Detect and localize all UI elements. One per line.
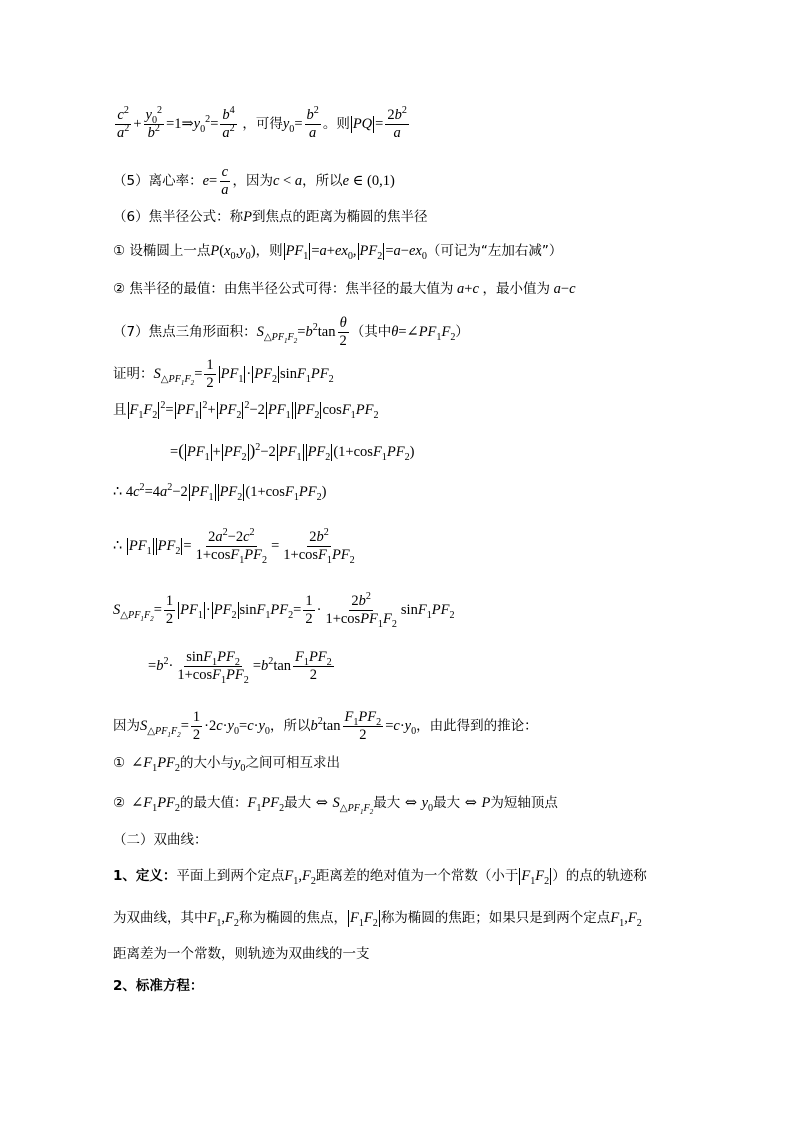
text: ① 设椭圆上一点 xyxy=(113,242,211,259)
text: 且 xyxy=(113,401,127,418)
formula: a−c xyxy=(550,281,576,297)
ellipse-y0-derivation xyxy=(113,105,411,142)
formula: a+c xyxy=(453,281,483,297)
text: 最大 xyxy=(373,795,401,811)
proof-line-7 xyxy=(148,649,336,687)
proof-line-2 xyxy=(113,402,379,419)
formula: $S_{\triangle PF_1F_2}=$ $\frac{1}{2}$ $PF_1 \cdot PF_2$ $\sin F_1PF_2=$ $\frac{1}{2}$ · $\frac{2b^2}{1+cosPF_1F_2}$ $\sin F_1PF_2$ xyxy=(113,591,455,631)
formula: ∴ $4c^2=4a^2-2$ $PF_1$ $PF_2$ $(1+\cos F_1PF_2)$ xyxy=(113,482,327,503)
eccentricity-line xyxy=(113,165,395,198)
text: ，因为 xyxy=(232,173,273,190)
hyperbola-definition-line-1: 1、定义：平面上到两个定点$F_1,F_2$距离差的绝对值为一个常数（小于 $F_1F_2$ ）的点的轨迹称 xyxy=(113,867,647,887)
text: ，所以 xyxy=(302,173,343,190)
corollary-1: ① $\angle F_1PF_2$的大小与$y_0$之间可相互求出 xyxy=(113,755,340,774)
proof-line-3 xyxy=(170,442,414,461)
focal-triangle-label: （7）焦点三角形面积： xyxy=(113,324,257,341)
formula: $\angle F_1PF_2$ xyxy=(131,755,180,774)
proof-label: 证明： xyxy=(113,366,154,383)
formula: $F_1F_2^2= PF_1^2+ PF_2^2-2$ $PF_1$ $PF_2$ $\cos F_1PF_2$ xyxy=(129,400,379,421)
text: 的最大值： xyxy=(179,795,248,811)
text: ，则 xyxy=(255,242,283,259)
formula: $S_{\triangle PF_1F_2}=$ $\frac{1}{2}$ $PF_1 \cdot PF_2$ $\sin F_1PF_2$ xyxy=(153,357,334,392)
text: ） xyxy=(455,324,469,341)
text: 称为椭圆的焦点， xyxy=(238,909,347,926)
text: ② 焦半径的最值：由焦半径公式可得：焦半径的最大值为 xyxy=(113,281,454,297)
eccentricity-label: （5）离心率： xyxy=(113,173,203,190)
proof-line-4 xyxy=(113,484,327,501)
hyperbola-definition-line-2: 为双曲线，其中$F_1,F_2$称为椭圆的焦点， $F_1F_2$ 称为椭圆的焦距；如果只是到两个定点$F_1,F_2$ xyxy=(113,909,642,929)
text: 因为 xyxy=(113,718,140,735)
text: 距离差的绝对值为一个常数（小于 xyxy=(315,867,519,884)
text: 称为椭圆的焦距；如果只是到两个定点 xyxy=(380,909,611,926)
formula: $P(x_0,y_0)$ xyxy=(210,242,256,262)
formula: $\angle F_1PF_2$ xyxy=(131,795,180,814)
definition-label: 1、定义： xyxy=(113,867,177,884)
text: ① xyxy=(113,755,126,771)
text: 之间可相互求出 xyxy=(245,755,340,771)
formula: $=b^2\cdot$ $\frac{\sin F_1PF_2}{1+\cos F_1PF_2}$ $=b^2\tan$ $\frac{F_1PF_2}{2}$ xyxy=(148,649,332,687)
text: 为双曲线，其中 xyxy=(113,909,208,926)
text: ② xyxy=(113,795,126,811)
text: ，由此得到的推论： xyxy=(416,718,538,735)
formula: $\frac{c^2}{a^2}$ + $\frac{y_0^2}{b^2}$ $=1\Rightarrow y_0^2=$ $\frac{b^4}{a^2}$ xyxy=(117,105,235,142)
text: 的大小与 xyxy=(179,755,234,771)
text: 。则 xyxy=(322,116,350,133)
formula: PQ = $\frac{2b^2}{a}$ xyxy=(352,105,407,142)
proof-line-1 xyxy=(113,358,334,391)
text: 为短轴顶点 xyxy=(490,795,558,811)
standard-equation-label: 2、标准方程： xyxy=(113,978,204,994)
formula: =( $PF_1 + PF_2$ )$^2$−2 $PF_1$ $PF_2$ $(1+\cos F_1PF_2)$ xyxy=(170,441,415,463)
text: （其中 xyxy=(350,324,392,341)
focal-radius-heading: （6）焦半径公式：称P到焦点的距离为椭圆的焦半径 xyxy=(113,209,428,225)
hyperbola-definition-line-3: 距离差为一个常数，则轨迹为双曲线的一支 xyxy=(113,946,370,962)
formula: ∴ $PF_1$ $PF_2$ = $\frac{2a^2-2c^2}{1+\cos F_1PF_2}$ = $\frac{2b^2}{1+\cos F_1PF_2}$ xyxy=(113,527,355,567)
corollary-2: ② $\angle F_1PF_2$的最大值：$F_1PF_2$最大 ⇔ $S_{\triangle PF_1F_2}$最大 ⇔ $y_0$最大 ⇔ P为短轴顶点 xyxy=(113,795,558,816)
proof-line-6 xyxy=(113,591,455,631)
formula: $PF_1 =a+ex_0$, $PF_2 =a-ex_0$ xyxy=(285,242,427,262)
formula: $S_{\triangle PF_1F_2}=$ $\frac{1}{2}$ $\cdot 2c\cdot y_0=c\cdot y_0$ xyxy=(140,709,270,744)
formula: $y_0=$ $\frac{b^2}{a}$ xyxy=(282,105,319,142)
formula: c < a xyxy=(272,173,303,190)
text: ）的点的轨迹称 xyxy=(552,867,647,884)
focal-radius-item-1 xyxy=(113,243,562,260)
text: ，所以 xyxy=(269,718,311,735)
hyperbola-heading: （二）双曲线： xyxy=(113,832,208,848)
formula: $S_{\triangle PF_1F_2}=b^2\tan$ $\frac{\theta}{2}$ xyxy=(256,315,347,350)
text: ，最小值为 xyxy=(482,281,551,297)
proof-line-5 xyxy=(113,527,359,567)
formula: $b^2\tan$ $\frac{F_1PF_2}{2}$ $=c\cdot y_0$ xyxy=(310,709,417,744)
text: 到焦点的距离为椭圆的焦半径 xyxy=(251,209,428,225)
text: 平面上到两个定点 xyxy=(176,867,285,884)
text: 最大 xyxy=(433,795,461,811)
proof-line-8 xyxy=(113,710,538,743)
focal-triangle-heading xyxy=(113,316,469,349)
formula: $\theta=\angle PF_1F_2$ xyxy=(391,324,456,343)
text: ，可得 xyxy=(242,116,283,133)
text: 最大 xyxy=(284,795,312,811)
formula: e ∈ (0,1) xyxy=(342,173,395,190)
focal-radius-item-2 xyxy=(113,282,576,297)
text: （可记为“左加右减”） xyxy=(426,242,563,259)
formula: e= $\frac{c}{a}$ xyxy=(202,164,229,199)
focal-radius-label: （6）焦半径公式：称 xyxy=(113,209,244,225)
